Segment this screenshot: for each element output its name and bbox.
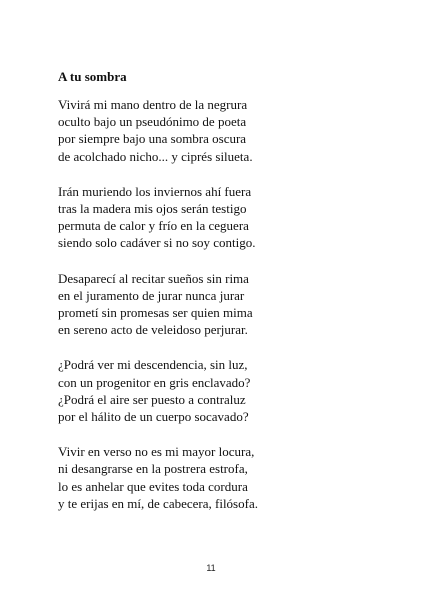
verse-line: Desaparecí al recitar sueños sin rima — [58, 270, 249, 286]
poem-body — [58, 96, 398, 530]
verse-line: prometí sin promesas ser quien mima — [58, 305, 253, 321]
stanza-3 — [58, 270, 398, 339]
verse-line: por el hálito de un cuerpo socavado? — [58, 409, 249, 425]
verse-line: ni desangrarse en la postrera estrofa, — [58, 461, 248, 477]
stanza-5 — [58, 443, 398, 512]
verse-line: en el juramento de jurar nunca jurar — [58, 287, 245, 303]
verse-line: lo es anhelar que evites toda cordura — [58, 478, 248, 494]
verse-line: Vivir en verso no es mi mayor locura, — [58, 444, 255, 460]
verse-line: Vivirá mi mano dentro de la negrura — [58, 97, 248, 112]
verse-line: de acolchado nicho... y ciprés silueta. — [58, 148, 253, 164]
verse-line: por siempre bajo una sombra oscura — [58, 131, 247, 147]
verse-line: con un progenitor en gris enclavado? — [58, 374, 251, 390]
stanza-2 — [58, 183, 398, 252]
verse-line: siendo solo cadáver si no soy contigo. — [58, 235, 256, 251]
poem-title: A tu sombra — [58, 69, 127, 84]
stanza-4 — [58, 356, 398, 425]
stanza-1 — [58, 96, 398, 165]
verse-line: permuta de calor y frío en la ceguera — [58, 218, 249, 234]
verse-line: ¿Podrá el aire ser puesto a contraluz — [58, 391, 246, 407]
page-number: 11 — [206, 563, 216, 573]
verse-line: Irán muriendo los inviernos ahí fuera — [58, 183, 252, 199]
verse-line: oculto bajo un pseudónimo de poeta — [58, 114, 247, 130]
verse-line: y te erijas en mí, de cabecera, filósofa. — [58, 495, 258, 511]
verse-line: ¿Podrá ver mi descendencia, sin luz, — [58, 357, 248, 373]
verse-line: en sereno acto de veleidoso perjurar. — [58, 322, 248, 338]
verse-line: tras la madera mis ojos serán testigo — [58, 201, 247, 217]
